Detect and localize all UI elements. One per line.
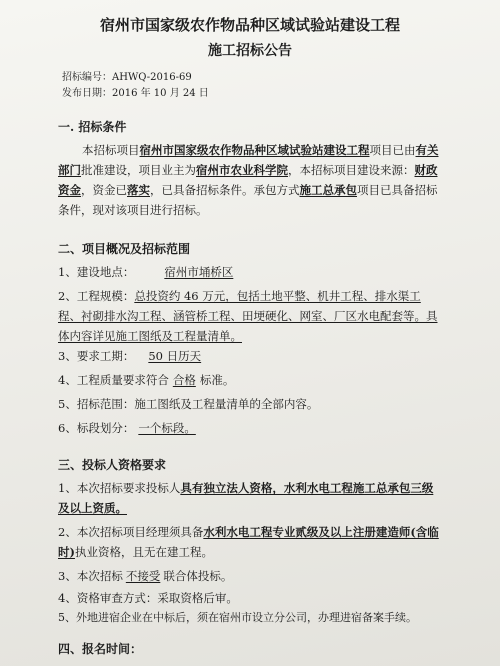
section-3-heading: 三、投标人资格要求 [58,458,167,472]
s1-text-6: ，已具备招标条件。承包方式 [150,183,300,197]
s3-item-2-tail: 执业资格，且无在建工程。 [74,545,213,559]
s3-item-1 [58,478,440,518]
s2-item-2-label: 2、工程规模： [58,289,135,303]
s1-text-7: 项目已具备招标条件，现对该项目进行招标。 [58,183,438,217]
s2-item-3 [58,346,440,366]
s2-item-1 [58,262,440,282]
s3-item-5: 5、外地进宿企业在中标后，须在宿州市设立分公司，办理进宿备案手续。 [58,611,417,624]
duration: 50 日历天 [148,349,202,363]
section-1-heading: 一. 招标条件 [58,120,127,134]
pm-requirement: 水利水电工程专业贰级及以上注册建造师(含临时) [58,525,439,559]
bid-number-label: 招标编号： [62,72,112,83]
s3-item-3-tail: 联合体投标。 [163,569,233,583]
s3-item-3-label: 3、本次招标 [58,569,123,583]
lot-division: 一个标段。 [138,421,196,435]
bid-number-value: AHWQ-2016-69 [112,72,192,83]
fund-source: 财政资金 [58,163,438,197]
s3-item-2 [58,522,440,562]
s2-item-4-tail: 标准。 [199,373,235,387]
s2-item-6 [58,418,440,438]
qualification-requirement: 具有独立法人资格，水利水电工程施工总承包三级及以上资质。 [58,481,434,515]
section-2-heading: 二、项目概况及招标范围 [58,242,191,256]
s1-text-4: ，本招标项目建设来源： [288,163,415,177]
s1-text-1: 本招标项目 [82,143,140,157]
bid-number [62,68,192,83]
publish-date [62,84,209,99]
s3-item-1-label: 1、本次招标要求投标人 [58,481,181,495]
joint-venture-policy: 不接受 [125,569,161,583]
s2-item-5: 5、招标范围：施工图纸及工程量清单的全部内容。 [58,397,319,411]
publish-date-value: 2016 年 10 月 24 日 [112,88,209,99]
s2-item-6-label: 6、标段划分： [58,421,135,435]
construction-site: 宿州市埇桥区 [164,265,234,279]
s1-text-3: 批准建设，项目业主为 [81,163,196,177]
s3-item-4: 4、资格审查方式：采取资格后审。 [58,591,238,605]
s2-item-4 [58,370,440,390]
s2-item-4-label: 4、工程质量要求符合 [58,373,169,387]
document-title: 宿州市国家级农作物品种区域试验站建设工程 [99,16,400,34]
project-owner: 宿州市农业科学院 [196,163,288,177]
s1-text-2: 项目已由 [369,143,416,157]
section-4-heading: 四、报名时间： [58,642,143,656]
quality-standard: 合格 [172,373,196,387]
document-subtitle: 施工招标公告 [208,43,292,59]
s3-item-2-label: 2、本次招标项目经理须具备 [58,525,204,539]
s2-item-1-label: 1、建设地点： [58,265,135,279]
s2-item-3-label: 3、要求工期： [58,349,135,363]
contract-type: 施工总承包 [299,183,357,197]
s3-item-3 [58,566,440,586]
publish-date-label: 发布日期： [62,88,112,99]
s2-item-2 [58,286,440,346]
project-scale: 总投资约 46 万元，包括土地平整、机井工程、排水渠工程、衬砌排水沟工程、涵管桥工程、田埂硬化、网室、厂区水电配套等。具体内容详见施工图纸及工程量清单。 [58,289,438,343]
approving-dept: 有关部门 [58,143,439,177]
fund-status: 落实 [127,183,150,197]
section-1-body [58,140,440,220]
s1-text-5: ，资金已 [81,183,127,197]
project-name: 宿州市国家级农作物品种区域试验站建设工程 [139,143,370,157]
